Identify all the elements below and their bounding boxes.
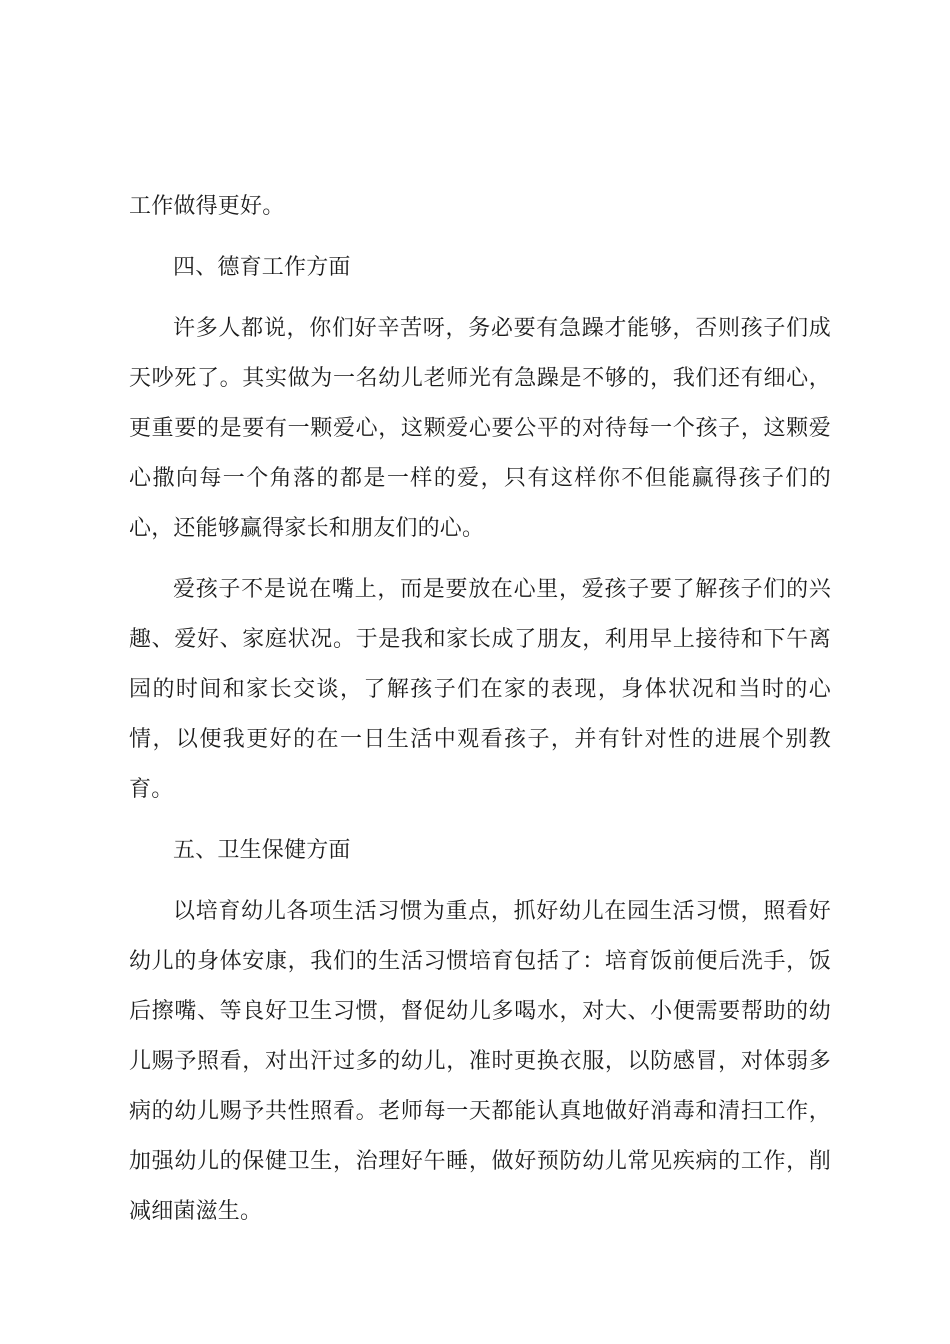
- paragraph-line: 爱孩子不是说在嘴上，而是要放在心里，爱孩子要了解孩子们的兴: [173, 577, 831, 602]
- paragraph-line: 更重要的是要有一颗爱心，这颗爱心要公平的对待每一个孩子，这颗爱: [129, 416, 831, 441]
- paragraph-continuation-line: 工作做得更好。: [129, 194, 285, 219]
- paragraph-line: 情，以便我更好的在一日生活中观看孩子，并有针对性的进展个别教: [129, 727, 831, 752]
- paragraph-gap: [129, 815, 831, 826]
- paragraph-line: 心，还能够赢得家长和朋友们的心。: [129, 516, 485, 541]
- paragraph-line: 幼儿的身体安康，我们的生活习惯培育包括了：培育饭前便后洗手，饭: [129, 949, 831, 974]
- paragraph-line: 加强幼儿的保健卫生，治理好午睡，做好预防幼儿常见疾病的工作，削: [129, 1149, 831, 1174]
- paragraph-line: 许多人都说，你们好辛苦呀，务必要有急躁才能够，否则孩子们成: [173, 316, 831, 341]
- paragraph-line: 减细菌滋生。: [129, 1199, 263, 1224]
- paragraph-line: 心撒向每一个角落的都是一样的爱，只有这样你不但能赢得孩子们的: [129, 466, 831, 491]
- section-heading-moral-education: 四、德育工作方面: [173, 255, 351, 280]
- paragraph-line: 天吵死了。其实做为一名幼儿老师光有急躁是不够的，我们还有细心，: [129, 366, 831, 391]
- paragraph-health-care: [129, 887, 831, 1237]
- paragraph-line: 儿赐予照看，对出汗过多的幼儿，准时更换衣服，以防感冒，对体弱多: [129, 1049, 831, 1074]
- document-body: [129, 182, 831, 1237]
- paragraph-line: 育。: [129, 777, 174, 802]
- paragraph-line: 趣、爱好、家庭状况。于是我和家长成了朋友，利用早上接待和下午离: [129, 627, 831, 652]
- paragraph-gap: [129, 554, 831, 565]
- paragraph-line: 以培育幼儿各项生活习惯为重点，抓好幼儿在园生活习惯，照看好: [173, 899, 831, 924]
- paragraph-love-children: [129, 565, 831, 815]
- paragraph-gap: [129, 293, 831, 304]
- paragraph-moral-education: [129, 304, 831, 554]
- paragraph-gap: [129, 232, 831, 243]
- paragraph-gap: [129, 876, 831, 887]
- paragraph-line: 病的幼儿赐予共性照看。老师每一天都能认真地做好消毒和清扫工作，: [129, 1099, 831, 1124]
- paragraph-line: 园的时间和家长交谈，了解孩子们在家的表现，身体状况和当时的心: [129, 677, 831, 702]
- section-heading-health-care: 五、卫生保健方面: [173, 838, 351, 863]
- paragraph-line: 后擦嘴、等良好卫生习惯，督促幼儿多喝水，对大、小便需要帮助的幼: [129, 999, 831, 1024]
